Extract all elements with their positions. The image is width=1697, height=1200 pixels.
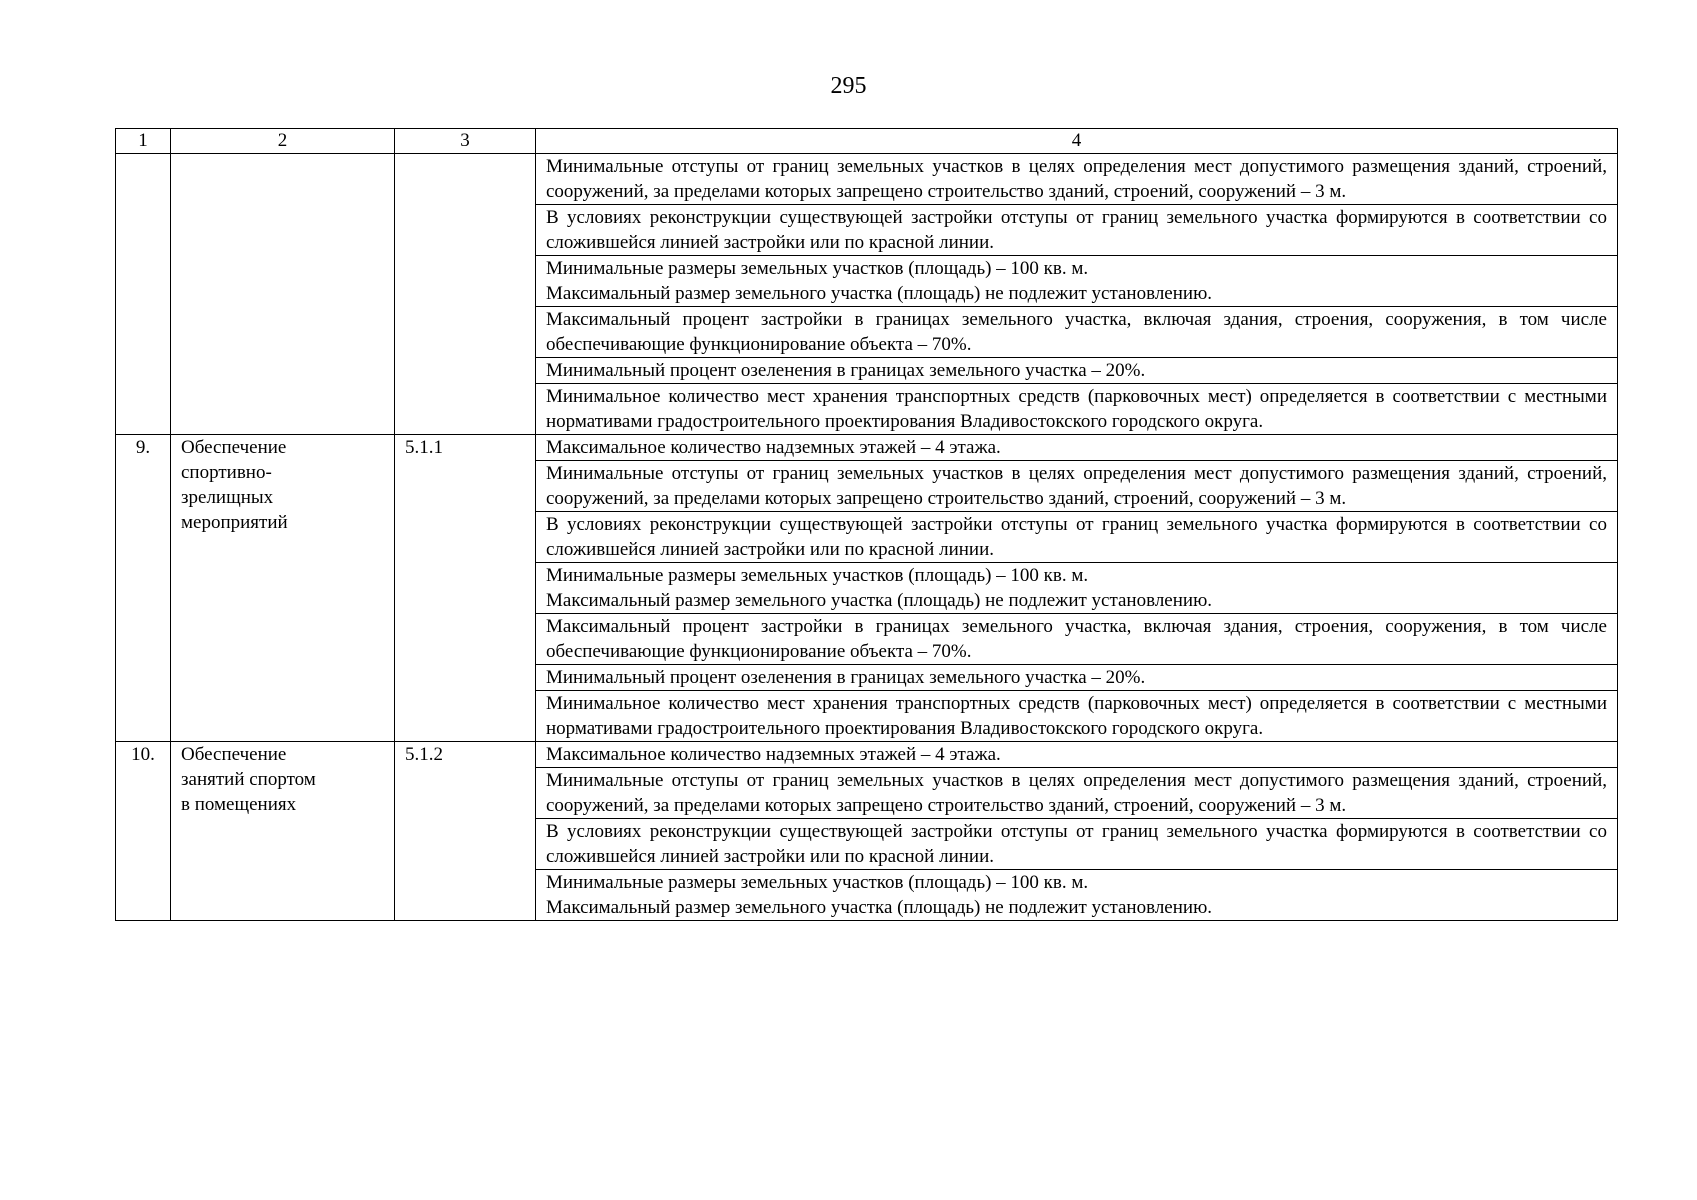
parameter-cell	[536, 563, 1618, 614]
use-type-name-line: спортивно-	[181, 462, 272, 483]
use-type-name-cell	[171, 435, 395, 742]
row-number-cell: 10.	[116, 742, 171, 921]
parameter-text: Минимальные размеры земельных участков (площадь) – 100 кв. м.	[546, 565, 1089, 586]
parameter-cell	[536, 461, 1618, 512]
parameter-cell	[536, 512, 1618, 563]
use-type-code-cell: 5.1.2	[395, 742, 536, 921]
use-type-name-line: в помещениях	[181, 794, 297, 815]
regulations-table	[115, 128, 1618, 921]
parameter-text: Максимальный размер земельного участка (площадь) не подлежит установлению.	[546, 283, 1213, 304]
parameter-cell	[536, 358, 1618, 384]
parameter-cell	[536, 435, 1618, 461]
table-row	[116, 742, 1618, 768]
parameter-text: Максимальный процент застройки в границах земельного участка, включая здания, строения, сооружения, в том числе обеспечивающие функционирование объекта – 70%.	[546, 309, 1607, 355]
use-type-code-cell: 5.1.1	[395, 435, 536, 742]
parameter-text: Минимальные размеры земельных участков (площадь) – 100 кв. м.	[546, 258, 1089, 279]
parameter-text: Минимальное количество мест хранения транспортных средств (парковочных мест) определяется в соответствии с местными нормативами градостроительного проектирования Владивостокского городского округа.	[546, 386, 1607, 432]
use-type-name-line: зрелищных	[181, 487, 274, 508]
parameter-cell	[536, 819, 1618, 870]
use-type-name-cell	[171, 154, 395, 435]
parameter-text: Минимальные отступы от границ земельных участков в целях определения мест допустимого размещения зданий, строений, сооружений, за пределами которых запрещено строительство зданий, строений, сооружений – 3 м.	[546, 156, 1607, 202]
use-type-name-line: Обеспечение	[181, 437, 287, 458]
parameter-cell	[536, 665, 1618, 691]
parameter-text: В условиях реконструкции существующей застройки отступы от границ земельного участка формируются в соответствии со сложившейся линией застройки или по красной линии.	[546, 821, 1607, 867]
row-number-cell	[116, 154, 171, 435]
parameter-cell	[536, 205, 1618, 256]
parameter-text: Максимальный процент застройки в границах земельного участка, включая здания, строения, сооружения, в том числе обеспечивающие функционирование объекта – 70%.	[546, 616, 1607, 662]
row-number-cell: 9.	[116, 435, 171, 742]
page-number: 295	[830, 73, 867, 99]
parameter-cell	[536, 614, 1618, 665]
parameter-text: В условиях реконструкции существующей застройки отступы от границ земельного участка формируются в соответствии со сложившейся линией застройки или по красной линии.	[546, 514, 1607, 560]
parameter-text: В условиях реконструкции существующей застройки отступы от границ земельного участка формируются в соответствии со сложившейся линией застройки или по красной линии.	[546, 207, 1607, 253]
parameter-text: Минимальные отступы от границ земельных участков в целях определения мест допустимого размещения зданий, строений, сооружений, за пределами которых запрещено строительство зданий, строений, сооружений – 3 м.	[546, 463, 1607, 509]
parameter-text: Минимальное количество мест хранения транспортных средств (парковочных мест) определяется в соответствии с местными нормативами градостроительного проектирования Владивостокского городского округа.	[546, 693, 1607, 739]
parameter-cell	[536, 256, 1618, 307]
parameter-text: Минимальные размеры земельных участков (площадь) – 100 кв. м.	[546, 872, 1089, 893]
parameter-cell	[536, 870, 1618, 921]
parameter-text: Минимальный процент озеленения в границах земельного участка – 20%.	[546, 667, 1146, 688]
parameter-text: Максимальное количество надземных этажей – 4 этажа.	[546, 437, 1001, 458]
table-row	[116, 154, 1618, 205]
use-type-name-line: занятий спортом	[181, 769, 316, 790]
parameter-text: Минимальные отступы от границ земельных участков в целях определения мест допустимого размещения зданий, строений, сооружений, за пределами которых запрещено строительство зданий, строений, сооружений – 3 м.	[546, 770, 1607, 816]
column-header-2: 2	[171, 129, 395, 154]
use-type-name-line: мероприятий	[181, 512, 288, 533]
table-row	[116, 435, 1618, 461]
parameter-text: Максимальный размер земельного участка (площадь) не подлежит установлению.	[546, 590, 1213, 611]
parameter-cell	[536, 154, 1618, 205]
parameter-cell	[536, 307, 1618, 358]
header-row	[116, 129, 1618, 154]
use-type-name-cell	[171, 742, 395, 921]
column-header-1: 1	[116, 129, 171, 154]
column-header-3: 3	[395, 129, 536, 154]
parameter-cell	[536, 742, 1618, 768]
parameter-text: Максимальное количество надземных этажей – 4 этажа.	[546, 744, 1001, 765]
parameter-text: Минимальный процент озеленения в границах земельного участка – 20%.	[546, 360, 1146, 381]
parameter-cell	[536, 768, 1618, 819]
parameter-cell	[536, 384, 1618, 435]
parameter-text: Максимальный размер земельного участка (площадь) не подлежит установлению.	[546, 897, 1213, 918]
use-type-name-line: Обеспечение	[181, 744, 287, 765]
use-type-code-cell	[395, 154, 536, 435]
table-body	[116, 154, 1618, 921]
parameter-cell	[536, 691, 1618, 742]
column-header-4: 4	[536, 129, 1618, 154]
